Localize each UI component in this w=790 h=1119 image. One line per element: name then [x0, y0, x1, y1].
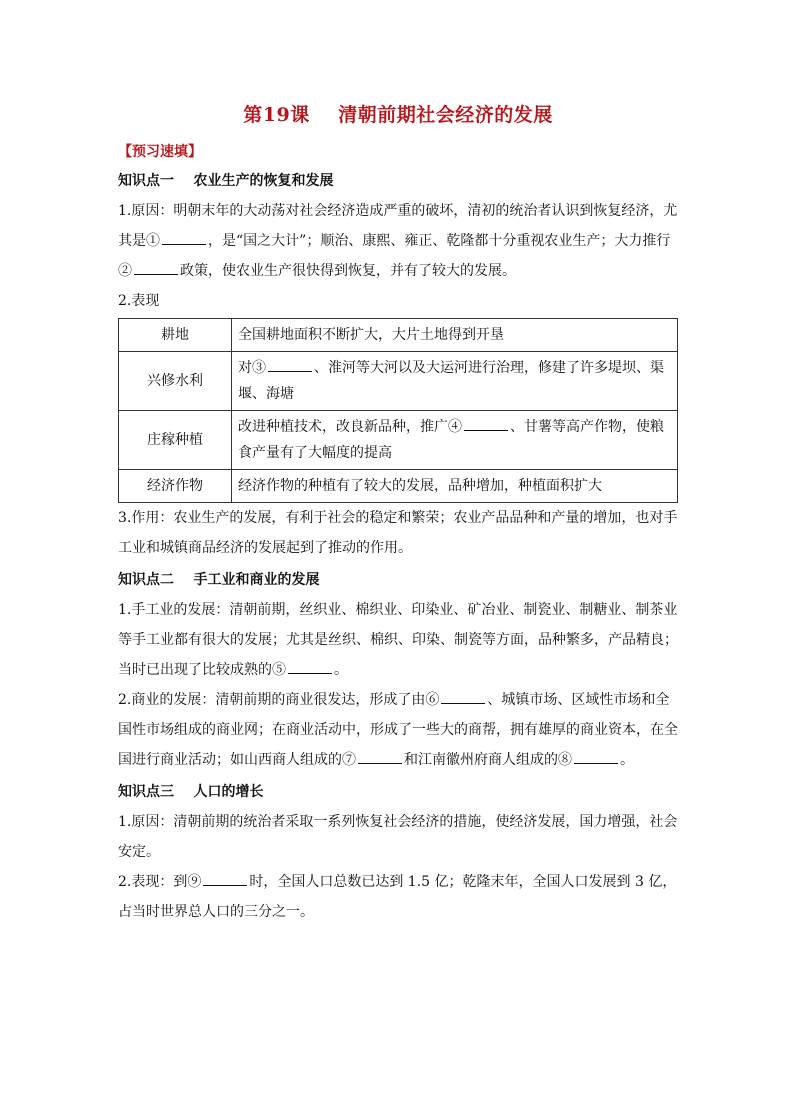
- kp1-paragraph-2: 2.表现: [118, 293, 160, 309]
- fill-blank-3[interactable]: [268, 357, 312, 372]
- row-content: 全国耕地面积不断扩大，大片土地得到开垦: [232, 319, 678, 352]
- page-title: 第19课 清朝前期社会经济的发展: [243, 104, 553, 126]
- kp2-heading: 知识点二 手工业和商业的发展: [118, 572, 320, 588]
- text-run: 1.原因：明朝末年的大动荡对社会经济造成严重的破坏，清初的统治者认识到恢复经济，尤其是①: [118, 203, 678, 249]
- row-content: [232, 352, 678, 411]
- text-run: 改进种植技术，改良新品种，推广④: [238, 419, 462, 435]
- fill-blank-8[interactable]: [574, 749, 618, 764]
- table-row: [119, 411, 678, 470]
- text-run: 1.手工业的发展：清朝前期，丝织业、棉织业、印染业、矿冶业、制瓷业、制糖业、制茶业等手工业都有很大的发展；尤其是丝织、棉织、印染、制瓷等方面，品种繁多，产品精良；当时已出现了比较成熟的⑤: [118, 602, 678, 678]
- document-page: [118, 100, 678, 927]
- fill-blank-1[interactable]: [162, 230, 206, 245]
- text-run: 2.商业的发展：清朝前期的商业很发达，形成了由⑥: [118, 692, 440, 708]
- row-content: 经济作物的种植有了较大的发展，品种增加，种植面积扩大: [232, 470, 678, 503]
- text-run: 时，全国人口总数已达到 1.5 亿；乾隆末年，全国人口发展到 3 亿，占当时世界总人口的三分之一。: [118, 874, 677, 920]
- fill-blank-2[interactable]: [134, 260, 178, 275]
- row-label: 兴修水利: [119, 352, 232, 411]
- text-run: 、城镇市场、区域性市场和全国性市场组成的商业网；在商业活动中，形成了一些大的商帮，拥有雄厚的商业资本，在全国进行商业活动；如山西商人组成的⑦: [118, 692, 678, 768]
- kp3-heading: 知识点三 人口的增长: [118, 784, 264, 800]
- kp1-paragraph-1: [118, 196, 678, 286]
- fill-blank-7[interactable]: [358, 749, 402, 764]
- table-row: [119, 352, 678, 411]
- row-content: [232, 411, 678, 470]
- kp3-paragraph-1: 1.原因：清朝前期的统治者采取一系列恢复社会经济的措施，使经济发展，国力增强，社会安定。: [118, 814, 678, 860]
- section-tag: 【预习速填】: [118, 144, 202, 160]
- kp2-paragraph-2: [118, 685, 678, 775]
- fill-blank-5[interactable]: [288, 659, 332, 674]
- text-run: ，是“国之大计”；顺治、康熙、雍正、乾隆都十分重视农业生产；大力推行②: [118, 233, 671, 279]
- fill-blank-6[interactable]: [441, 689, 485, 704]
- row-label: 耕地: [119, 319, 232, 352]
- text-run: 、甘薯等高产作物，使粮食产量有了大幅度的提高: [238, 419, 664, 461]
- fill-blank-4[interactable]: [464, 416, 508, 431]
- text-run: 对③: [238, 360, 266, 376]
- text-run: 。: [334, 662, 348, 678]
- kp1-paragraph-3: 3.作用：农业生产的发展，有利于社会的稳定和繁荣；农业产品品种和产量的增加，也对手工业和城镇商品经济的发展起到了推动的作用。: [118, 510, 678, 556]
- text-run: 。: [620, 752, 634, 768]
- text-run: 政策，使农业生产很快得到恢复，并有了较大的发展。: [180, 263, 516, 279]
- kp2-paragraph-1: [118, 595, 678, 685]
- agriculture-table: [118, 318, 678, 503]
- text-run: 2.表现：到⑨: [118, 874, 202, 890]
- table-row: [119, 319, 678, 352]
- text-run: 、淮河等大河以及大运河进行治理，修建了许多堤坝、渠堰、海塘: [238, 360, 664, 402]
- fill-blank-9[interactable]: [203, 871, 247, 886]
- kp3-paragraph-2: [118, 867, 678, 927]
- row-label: 经济作物: [119, 470, 232, 503]
- kp1-heading: 知识点一 农业生产的恢复和发展: [118, 173, 334, 189]
- text-run: 和江南徽州府商人组成的⑧: [404, 752, 572, 768]
- row-label: 庄稼种植: [119, 411, 232, 470]
- table-row: [119, 470, 678, 503]
